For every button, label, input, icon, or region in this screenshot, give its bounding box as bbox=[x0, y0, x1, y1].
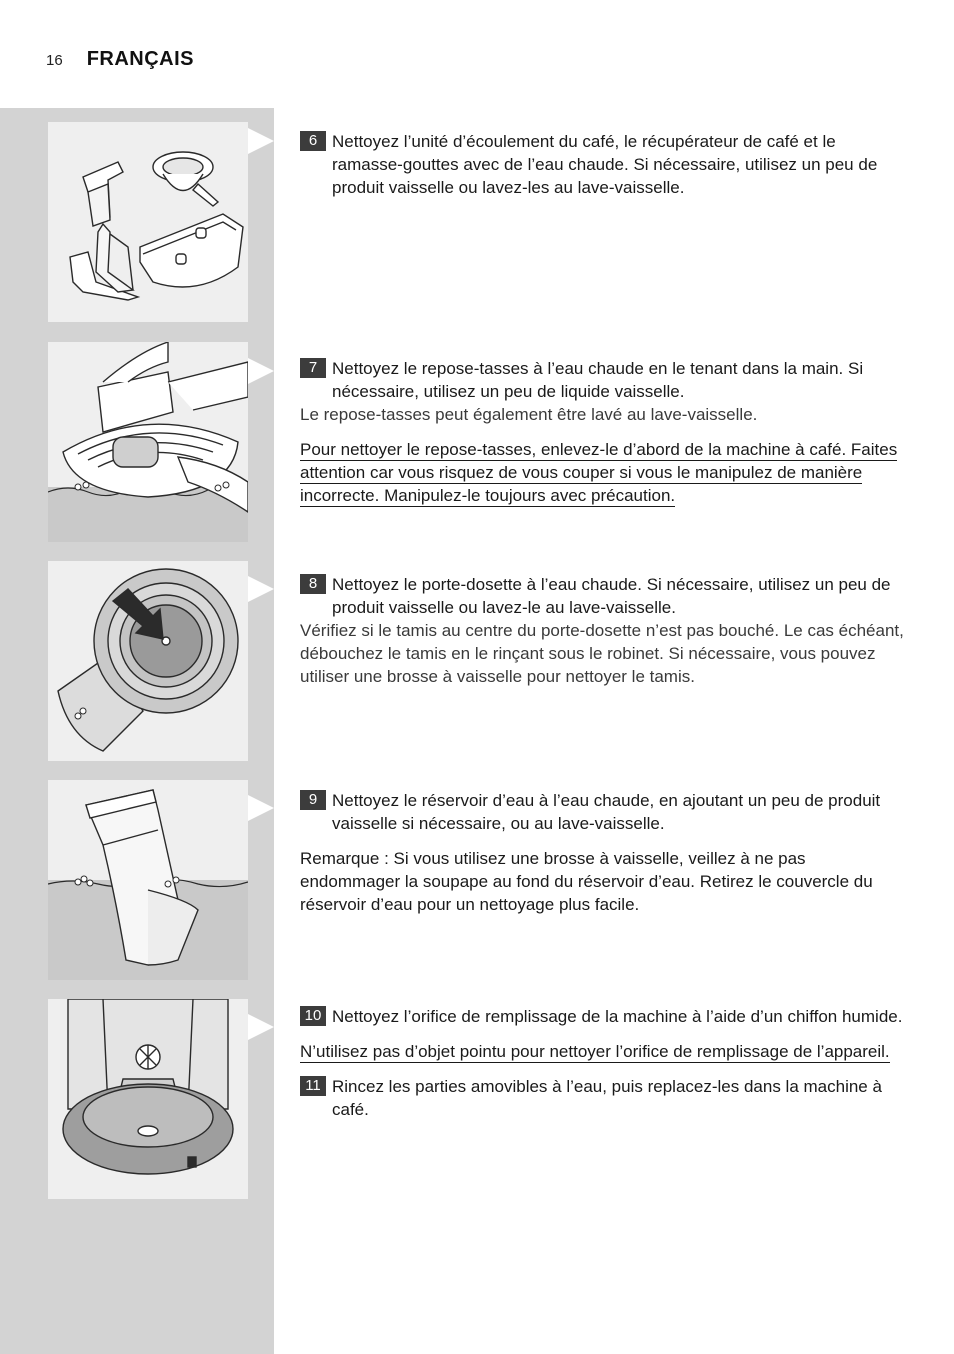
filling-opening-illustration bbox=[48, 999, 248, 1199]
step-text: Nettoyez le repose-tasses à l’eau chaude en le tenant dans la main. Si nécessaire, utilisez un peu de liquide vaisselle. bbox=[332, 359, 864, 401]
step-8 bbox=[300, 573, 906, 688]
step-text: Nettoyez le réservoir d’eau à l’eau chaude, en ajoutant un peu de produit vaisselle si nécessaire, ou au lave-vaisselle. bbox=[332, 791, 881, 833]
warning-text: Pour nettoyer le repose-tasses, enlevez-le d’abord de la machine à café. Faites attention car vous risquez de vous couper si vous le manipulez de manière incorrecte. Manipulez-le toujours avec précaution. bbox=[300, 440, 898, 505]
step-note: Le repose-tasses peut également être lavé au lave-vaisselle. bbox=[300, 405, 758, 424]
figure-pointer bbox=[248, 358, 274, 384]
page-header bbox=[46, 48, 194, 76]
language-heading: FRANÇAIS bbox=[86, 48, 195, 70]
water-tank-washing-illustration bbox=[48, 780, 248, 980]
step-number-badge: 11 bbox=[300, 1076, 326, 1096]
remark-text: Remarque : Si vous utilisez une brosse à vaisselle, veillez à ne pas endommager la soupape au fond du réservoir d’eau. Retirez le couvercle du réservoir d’eau pour un nettoyage plus facile. bbox=[300, 849, 873, 914]
step-7 bbox=[300, 357, 906, 507]
step-note: Vérifiez si le tamis au centre du porte-dosette n’est pas bouché. Le cas échéant, débouchez le tamis en le rinçant sous le robinet. Si nécessaire, vous pouvez utiliser une brosse à vaisselle pour nettoyer le tamis. bbox=[300, 621, 904, 686]
page-number: 16 bbox=[46, 52, 63, 69]
step-text: Nettoyez l’orifice de remplissage de la machine à l’aide d’un chiffon humide. bbox=[332, 1007, 903, 1026]
coffee-parts-illustration bbox=[48, 122, 248, 322]
step-number-badge: 8 bbox=[300, 574, 326, 594]
step-6 bbox=[300, 130, 906, 199]
step-number-badge: 9 bbox=[300, 790, 326, 810]
step-text: Nettoyez l’unité d’écoulement du café, le récupérateur de café et le ramasse-gouttes avec de l’eau chaude. Si nécessaire, utilisez un peu de produit vaisselle ou lavez-les au lave-vaisselle. bbox=[332, 132, 878, 197]
figure-pointer bbox=[248, 1014, 274, 1040]
step-number-badge: 6 bbox=[300, 131, 326, 151]
figure-pointer bbox=[248, 795, 274, 821]
step-9 bbox=[300, 789, 906, 916]
figure-pointer bbox=[248, 128, 274, 154]
warning-text: N’utilisez pas d’objet pointu pour nettoyer l’orifice de remplissage de l’appareil. bbox=[300, 1042, 890, 1061]
step-number-badge: 10 bbox=[300, 1006, 326, 1026]
step-10 bbox=[300, 1005, 906, 1121]
figure-pointer bbox=[248, 576, 274, 602]
cup-tray-washing-illustration bbox=[48, 342, 248, 542]
step-11 bbox=[300, 1075, 906, 1121]
step-text: Rincez les parties amovibles à l’eau, puis replacez-les dans la machine à café. bbox=[332, 1077, 882, 1119]
pad-holder-illustration bbox=[48, 561, 248, 761]
step-number-badge: 7 bbox=[300, 358, 326, 378]
step-text: Nettoyez le porte-dosette à l’eau chaude. Si nécessaire, utilisez un peu de produit vaisselle ou lavez-le au lave-vaisselle. bbox=[332, 575, 891, 617]
